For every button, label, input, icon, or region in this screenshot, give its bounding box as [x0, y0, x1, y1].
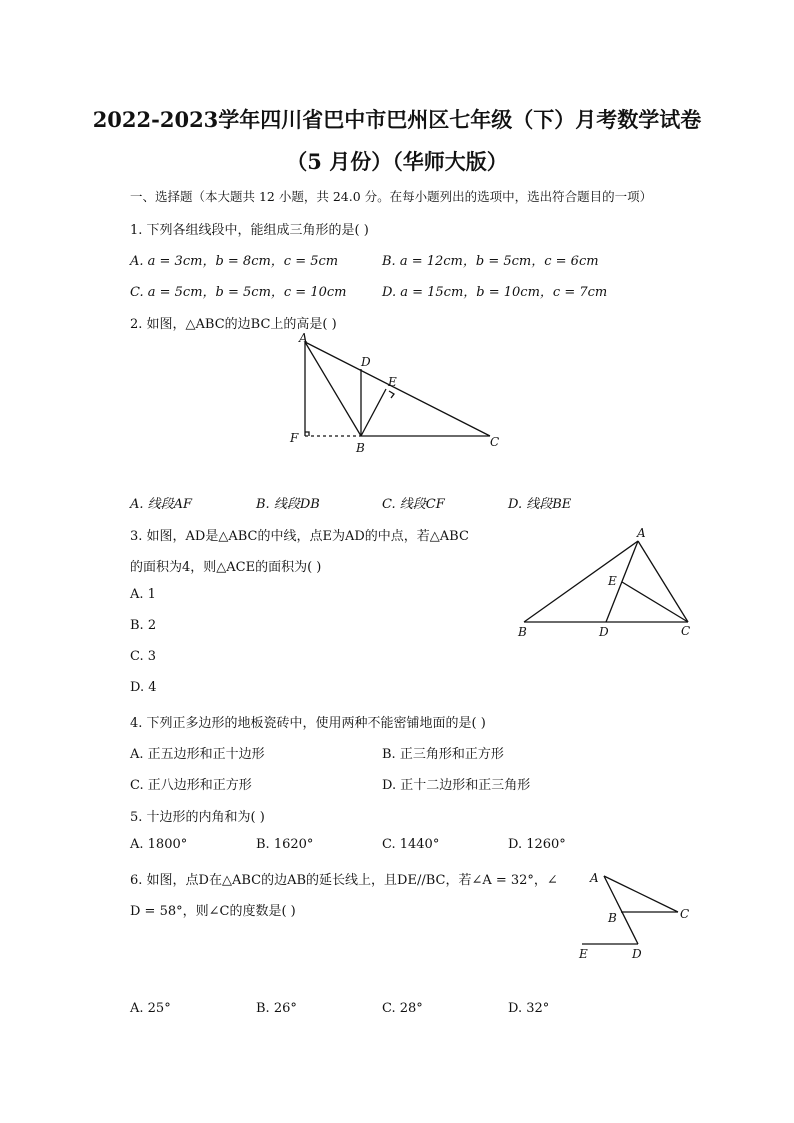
exam-title-line2: （5 月份）（华师大版） [286, 149, 508, 174]
q2-label-c: C [490, 435, 500, 449]
q6-stem-line2: D = 58°，则∠C的度数是( ) [130, 904, 296, 919]
section-heading: 一、选择题（本大题共 12 小题，共 24.0 分。在每小题列出的选项中，选出符合题目的一项） [130, 189, 653, 204]
q6-option-c: C. 28° [382, 1001, 423, 1016]
q4-option-b: B. 正三角形和正方形 [382, 747, 504, 762]
q3-option-a: A. 1 [130, 587, 156, 602]
q4-option-d: D. 正十二边形和正三角形 [382, 778, 531, 793]
q3-label-a: A [637, 526, 646, 540]
q3-figure [510, 524, 710, 642]
q2-option-d: D. 线段BE [508, 497, 572, 512]
q5-option-b: B. 1620° [256, 837, 314, 852]
q3-label-c: C [681, 624, 691, 638]
q3-stem-line2: 的面积为4，则△ACE的面积为( ) [130, 560, 322, 575]
q2-option-c: C. 线段CF [382, 497, 445, 512]
q6-figure [570, 864, 700, 966]
q2-segment-be [361, 389, 386, 436]
q2-figure [280, 330, 510, 458]
q4-option-c: C. 正八边形和正方形 [130, 778, 252, 793]
q4-stem: 4. 下列正多边形的地板瓷砖中，使用两种不能密铺地面的是( ) [130, 716, 486, 731]
q1-option-b: B. a = 12cm，b = 5cm，c = 6cm [382, 254, 599, 269]
q2-label-a: A [299, 331, 308, 345]
q5-option-a: A. 1800° [130, 837, 188, 852]
q2-label-e: E [388, 375, 397, 389]
q3-label-b: B [518, 625, 527, 639]
exam-title-line1: 2022-2023学年四川省巴中市巴州区七年级（下）月考数学试卷 [92, 107, 702, 132]
q6-label-b: B [608, 911, 617, 925]
q6-option-a: A. 25° [130, 1001, 171, 1016]
q3-label-e: E [608, 574, 617, 588]
q3-stem-line1: 3. 如图，AD是△ABC的中线，点E为AD的中点，若△ABC [130, 529, 469, 544]
q2-right-angle-e [389, 391, 394, 398]
q6-stem-line1: 6. 如图，点D在△ABC的边AB的延长线上，且DE//BC，若∠A = 32°，∠ [130, 873, 558, 888]
q3-segment-ec [622, 582, 688, 622]
q5-option-d: D. 1260° [508, 837, 566, 852]
q3-option-b: B. 2 [130, 618, 157, 633]
q6-label-a: A [590, 871, 599, 885]
q2-label-d: D [361, 355, 371, 369]
q1-option-a: A. a = 3cm，b = 8cm，c = 5cm [130, 254, 339, 269]
q5-stem: 5. 十边形的内角和为( ) [130, 810, 265, 825]
q6-label-c: C [680, 907, 690, 921]
q1-option-d: D. a = 15cm，b = 10cm，c = 7cm [382, 285, 608, 300]
q2-option-a: A. 线段AF [130, 497, 193, 512]
q3-segment-ab [524, 541, 638, 622]
q2-stem: 2. 如图，△ABC的边BC上的高是( ) [130, 317, 337, 332]
q1-stem: 1. 下列各组线段中，能组成三角形的是( ) [130, 223, 369, 238]
q2-label-b: B [356, 441, 365, 455]
q3-option-d: D. 4 [130, 680, 157, 695]
q2-option-b: B. 线段DB [256, 497, 320, 512]
q5-option-c: C. 1440° [382, 837, 440, 852]
q6-option-d: D. 32° [508, 1001, 550, 1016]
q4-option-a: A. 正五边形和正十边形 [130, 747, 265, 762]
q6-label-e: E [579, 947, 588, 961]
q1-option-c: C. a = 5cm，b = 5cm，c = 10cm [130, 285, 347, 300]
q6-segment-ac [604, 876, 678, 912]
q3-option-c: C. 3 [130, 649, 157, 664]
q3-segment-ac [638, 541, 688, 622]
q6-option-b: B. 26° [256, 1001, 297, 1016]
q2-label-f: F [290, 431, 299, 445]
q6-segment-ad [604, 876, 638, 944]
q3-label-d: D [599, 625, 609, 639]
q6-label-d: D [632, 947, 642, 961]
